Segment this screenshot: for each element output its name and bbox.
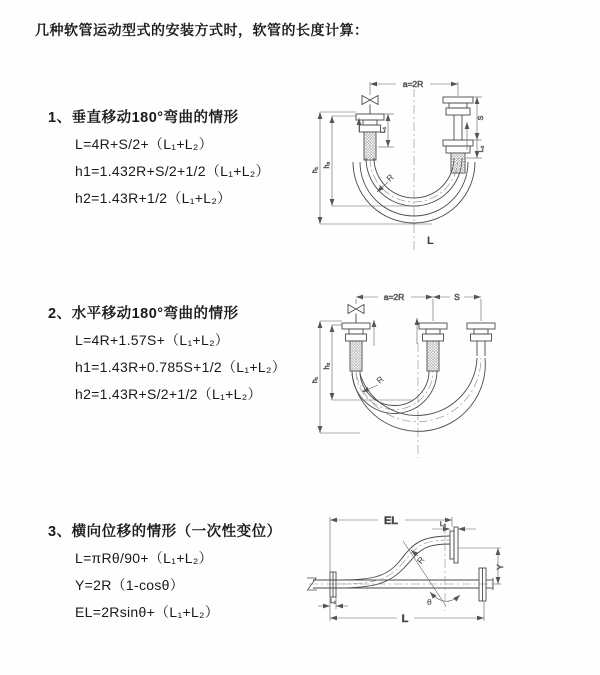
- section-2-heading: 2、水平移动180°弯曲的情形: [48, 306, 239, 322]
- construction-lines: [403, 525, 462, 611]
- dim-label-L2: L₂: [478, 145, 485, 153]
- dim-label-L1: L₁: [380, 126, 387, 134]
- radius-label: R: [374, 374, 386, 386]
- movement-arrow-middle: [415, 318, 420, 344]
- radius-callout: [375, 172, 395, 194]
- movement-arrow-left: [372, 320, 377, 346]
- section-lateral-displacement: [48, 520, 282, 631]
- curved-hose: [336, 527, 458, 588]
- dim-label-S: S: [454, 292, 460, 302]
- angle-label-theta: θ: [427, 597, 432, 607]
- dim-label-L1: L₁: [330, 598, 336, 605]
- length-label-L: L: [427, 235, 434, 247]
- formula-h1-1: h1=1.432R+S/2+1/2（L₁+L₂）: [75, 163, 270, 179]
- dim-Y: [458, 548, 505, 584]
- formula-L-1: L=4R+S/2+（L₁+L₂）: [75, 136, 213, 152]
- valve-icon: [362, 96, 378, 115]
- formula-L-3: L=πRθ/90+（L₁+L₂）: [75, 550, 213, 566]
- dim-a2R: [356, 291, 481, 321]
- dim-label-EL: EL: [383, 515, 399, 527]
- straight-pipe: [307, 568, 495, 601]
- dim-L1: [378, 114, 394, 147]
- dim-L2: [475, 140, 485, 158]
- diagram-lateral-displacement: [299, 505, 591, 645]
- radius-label: R: [384, 172, 396, 184]
- dim-label-a2R: a=2R: [383, 292, 405, 302]
- left-fitting: [356, 114, 384, 160]
- dim-label-h1: h₁: [312, 376, 319, 384]
- formula-h1-2: h1=1.43R+0.785S+1/2（L₁+L₂）: [75, 359, 286, 375]
- right-fitting-lower: [443, 140, 473, 173]
- dim-label-h2: h₂: [324, 362, 331, 370]
- dim-label-Y: Y: [495, 564, 505, 570]
- formula-h2-1: h2=1.43R+1/2（L₁+L₂）: [75, 190, 232, 206]
- valve-icon: [348, 305, 364, 324]
- formula-EL-3: EL=2Rsinθ+（L₁+L₂）: [75, 604, 220, 620]
- dim-L: [330, 602, 484, 625]
- dim-EL: [330, 513, 452, 572]
- diagram-vertical-180-bend: [312, 70, 588, 260]
- dim-label-h1: h₁: [312, 166, 319, 174]
- formula-L-2: L=4R+1.57S+（L₁+L₂）: [75, 332, 230, 348]
- radius-label: R: [414, 554, 427, 566]
- section-vertical-180: [48, 106, 270, 217]
- right-fitting-upper: [443, 97, 473, 140]
- section-1-heading: 1、垂直移动180°弯曲的情形: [48, 110, 239, 126]
- right-fitting: [467, 323, 495, 356]
- dim-label-h2: h₂: [324, 161, 331, 169]
- dim-label-L: L: [401, 613, 409, 625]
- page-title: 几种软管运动型式的安装方式时，软管的长度计算：: [35, 22, 369, 38]
- diagram-horizontal-180-bend: [312, 288, 588, 463]
- dim-label-L2: L₂: [439, 521, 447, 528]
- radius-callout: [409, 548, 426, 565]
- dim-label-S: S: [478, 115, 485, 121]
- left-fitting: [342, 323, 370, 371]
- section-horizontal-180: [48, 302, 286, 413]
- formula-h2-2: h2=1.43R+S/2+1/2（L₁+L₂）: [75, 386, 262, 402]
- section-3-heading: 3、横向位移的情形（一次性变位）: [48, 524, 282, 540]
- hose-loops: [352, 358, 485, 431]
- dim-L1: [318, 597, 348, 609]
- formula-Y-3: Y=2R（1-cosθ）: [75, 577, 185, 593]
- middle-fitting: [419, 323, 447, 371]
- dim-h2: [324, 116, 420, 206]
- dim-label-a2R: a=2R: [402, 79, 424, 89]
